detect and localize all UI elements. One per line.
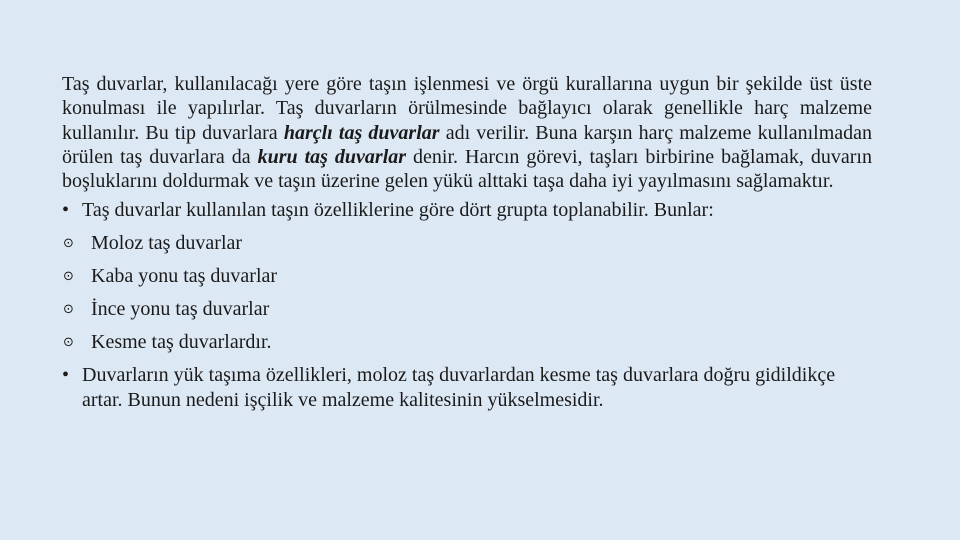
term-harcli-tas-duvarlar: harçlı taş duvarlar — [283, 121, 440, 144]
wall-type-label: Kesme taş duvarlardır. — [91, 331, 272, 354]
bullet-marker: • — [62, 364, 70, 387]
circle-bullet-icon: ⊙ — [63, 302, 74, 318]
wall-type-label: Moloz taş duvarlar — [91, 232, 243, 255]
circle-bullet-icon: ⊙ — [63, 236, 74, 252]
intro-paragraph — [62, 72, 872, 193]
intro-text-3: denir. Harcın görevi, taşları birbirine bağlamak, duvarın boşluklarını doldurmak ve taşın üzerine gelen yükü alttaki taşa daha iyi yayılmasını sağlamaktır. — [62, 145, 872, 193]
circle-bullet-icon: ⊙ — [63, 269, 74, 285]
wall-type-item — [62, 293, 872, 326]
bullet-groups-intro — [62, 194, 872, 227]
bullet-list — [62, 194, 872, 412]
bullet-marker: • — [62, 199, 70, 222]
circle-bullet-icon: ⊙ — [63, 335, 74, 351]
term-kuru-tas-duvarlar: kuru taş duvarlar — [257, 145, 407, 168]
wall-type-label: Kaba yonu taş duvarlar — [91, 265, 278, 288]
wall-type-item — [62, 227, 872, 260]
conclusion-text: Duvarların yük taşıma özellikleri, moloz taş duvarlardan kesme taş duvarlara doğru gidildikçe artar. Bunun nedeni işçilik ve malzeme kalitesinin yükselmesidir. — [82, 364, 836, 411]
intro-text-2: adı verilir. Buna karşın harç malzeme kullanılmadan örülen taş duvarlara da — [62, 121, 873, 168]
wall-type-item — [62, 260, 872, 293]
bullet-conclusion — [62, 363, 872, 412]
intro-text-1: Taş duvarlar, kullanılacağı yere göre taşın işlenmesi ve örgü kurallarına uygun bir şekilde üst üste konulması ile yapılırlar. Taş duvarların örülmesinde bağlayıcı olarak genellikle harç malzeme kullanılır. Bu tip duvarlara — [62, 73, 872, 144]
text-body — [62, 72, 872, 412]
wall-type-item — [62, 326, 872, 359]
groups-intro-text: Taş duvarlar kullanılan taşın özelliklerine göre dört grupta toplanabilir. Bunlar: — [82, 199, 714, 222]
wall-type-label: İnce yonu taş duvarlar — [91, 298, 270, 321]
